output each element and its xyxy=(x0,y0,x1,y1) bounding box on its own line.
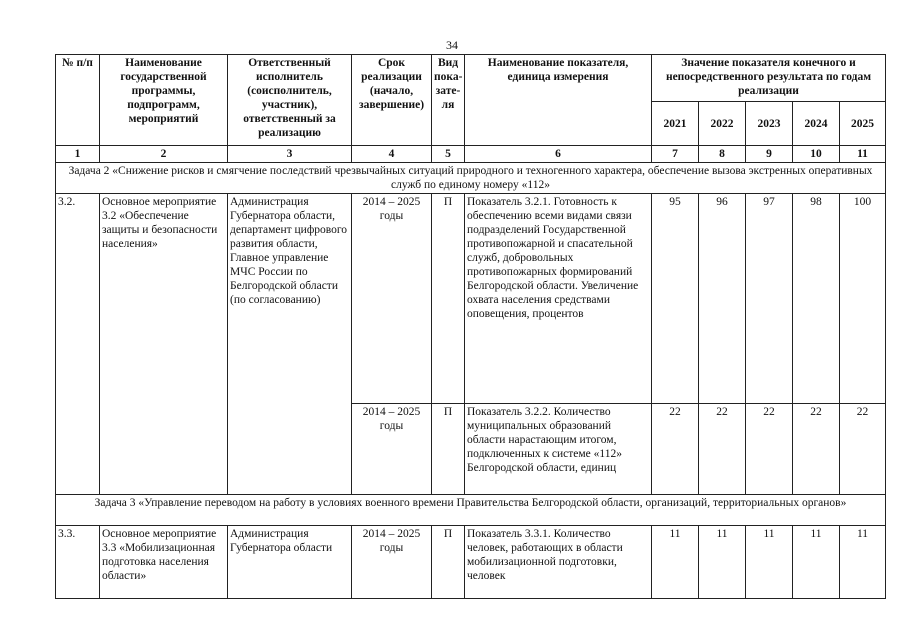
header-values-group: Значение показателя конечного и непосредственного результата по годам реализации xyxy=(652,55,886,102)
page-number: 34 xyxy=(446,38,458,52)
indicator-value: 22 xyxy=(840,404,886,495)
table-row xyxy=(56,526,886,599)
header-year: 2023 xyxy=(746,102,793,146)
indicator-type: П xyxy=(432,526,465,599)
indicator-value: 96 xyxy=(699,194,746,404)
period: 2014 – 2025 годы xyxy=(352,194,432,404)
indicator-value: 11 xyxy=(652,526,699,599)
indicator-value: 22 xyxy=(652,404,699,495)
executor: Администрация Губернатора области xyxy=(228,526,352,599)
header-year: 2022 xyxy=(699,102,746,146)
header-row xyxy=(56,55,886,102)
header-year: 2021 xyxy=(652,102,699,146)
indicator-value: 22 xyxy=(699,404,746,495)
executor: Администрация Губернатора области, департамент цифрового развития области, Главное управление МЧС России по Белгородской области (по согласованию) xyxy=(228,194,352,495)
column-number-row xyxy=(56,146,886,163)
indicator-value: 98 xyxy=(793,194,840,404)
column-number: 11 xyxy=(840,146,886,163)
indicator-value: 11 xyxy=(793,526,840,599)
task-3-row xyxy=(56,495,886,526)
column-number: 10 xyxy=(793,146,840,163)
task-3-title: Задача 3 «Управление переводом на работу в условиях военного времени Правительства Белгородской области, организаций, территориальных органов» xyxy=(56,495,886,526)
indicator-type: П xyxy=(432,404,465,495)
indicator-name: Показатель 3.3.1. Количество человек, работающих в области мобилизационной подготовки, человек xyxy=(465,526,652,599)
program-name: Основное мероприятие 3.3 «Мобилизационная подготовка населения области» xyxy=(100,526,228,599)
task-2-row xyxy=(56,163,886,194)
period: 2014 – 2025 годы xyxy=(352,526,432,599)
indicator-value: 11 xyxy=(699,526,746,599)
program-name: Основное мероприятие 3.2 «Обеспечение защиты и безопасности населения» xyxy=(100,194,228,495)
column-number: 9 xyxy=(746,146,793,163)
header-executor: Ответственный исполнитель (соисполнитель, участник), ответственный за реализацию xyxy=(228,55,352,146)
task-2-title: Задача 2 «Снижение рисков и смягчение последствий чрезвычайных ситуаций природного и техногенного характера, обеспечение вызова экстренных оперативных служб по единому номеру «112» xyxy=(56,163,886,194)
indicator-value: 22 xyxy=(746,404,793,495)
header-period: Срок реализации (начало, завершение) xyxy=(352,55,432,146)
column-number: 5 xyxy=(432,146,465,163)
program-table xyxy=(55,54,886,599)
header-indicator-type: Вид пока-зате-ля xyxy=(432,55,465,146)
header-program-name: Наименование государственной программы, подпрограмм, мероприятий xyxy=(100,55,228,146)
header-indicator-name: Наименование показателя, единица измерения xyxy=(465,55,652,146)
indicator-value: 11 xyxy=(840,526,886,599)
indicator-value: 11 xyxy=(746,526,793,599)
indicator-value: 100 xyxy=(840,194,886,404)
column-number: 7 xyxy=(652,146,699,163)
column-number: 1 xyxy=(56,146,100,163)
column-number: 8 xyxy=(699,146,746,163)
indicator-value: 95 xyxy=(652,194,699,404)
column-number: 3 xyxy=(228,146,352,163)
row-num: 3.2. xyxy=(56,194,100,495)
indicator-type: П xyxy=(432,194,465,404)
column-number: 4 xyxy=(352,146,432,163)
table-row xyxy=(56,194,886,404)
indicator-name: Показатель 3.2.1. Готовность к обеспечению всеми видами связи подразделений Государственной противопожарной и спасательной служб, добровольных противопожарных формирований Белгородской области. Увеличение охвата населения средствами оповещения, процентов xyxy=(465,194,652,404)
header-num: № п/п xyxy=(56,55,100,146)
row-num: 3.3. xyxy=(56,526,100,599)
column-number: 2 xyxy=(100,146,228,163)
period: 2014 – 2025 годы xyxy=(352,404,432,495)
indicator-value: 22 xyxy=(793,404,840,495)
indicator-value: 97 xyxy=(746,194,793,404)
header-year: 2025 xyxy=(840,102,886,146)
header-year: 2024 xyxy=(793,102,840,146)
indicator-name: Показатель 3.2.2. Количество муниципальных образований области нарастающим итогом, подключенных к системе «112» Белгородской области, единиц xyxy=(465,404,652,495)
column-number: 6 xyxy=(465,146,652,163)
